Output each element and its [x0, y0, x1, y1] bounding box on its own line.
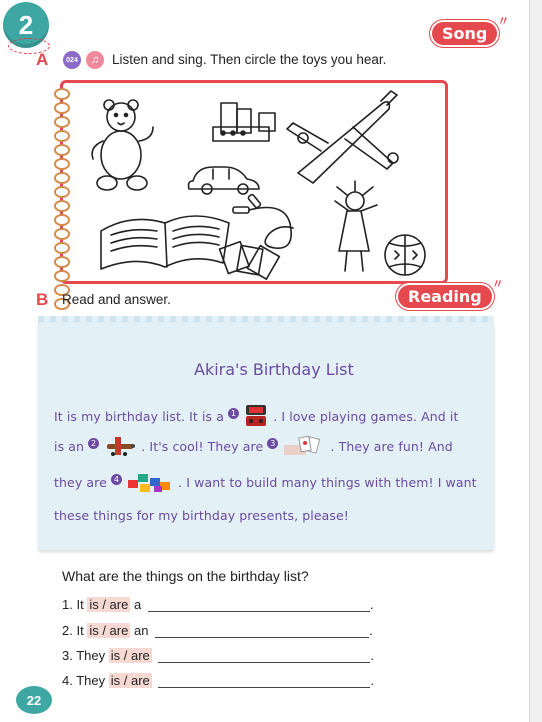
doll-icon: [335, 181, 377, 271]
note-line-3: they are 4 . I want to build many things with them! I want: [54, 470, 477, 497]
answer-blank[interactable]: [158, 661, 370, 663]
is-are-choice[interactable]: is / are: [89, 597, 129, 612]
building-blocks-icon: [126, 470, 174, 497]
section-a-instruction: Listen and sing. Then circle the toys you hear.: [112, 52, 387, 67]
page-number: 22: [16, 686, 52, 714]
answer-blank[interactable]: [148, 610, 370, 612]
reading-badge: Reading 〃: [398, 285, 492, 308]
answer-row-2: 2. It is / are an .: [62, 623, 373, 638]
birthday-list-note: [38, 322, 494, 550]
page-edge: [529, 0, 542, 722]
ball-icon: [385, 235, 425, 275]
answer-row-1: 1. It is / are a .: [62, 597, 374, 612]
note-line-1: It is my birthday list. It is a 1 . I love playing games. And it: [54, 404, 458, 431]
is-are-choice[interactable]: is / are: [89, 623, 129, 638]
section-b-letter: B: [36, 290, 49, 309]
question-prompt: What are the things on the birthday list?: [62, 568, 309, 584]
toy-car-icon: [189, 167, 260, 194]
toy-airplane-icon: [103, 435, 137, 460]
airplane-icon: [287, 91, 398, 183]
answer-blank[interactable]: [155, 636, 369, 638]
note-line-4: these things for my birthday presents, please!: [54, 508, 349, 523]
toys-illustration: [63, 83, 445, 281]
section-b-instruction: Read and answer.: [62, 292, 171, 307]
teddy-bear-icon: [92, 100, 153, 190]
blocks-icon: [213, 103, 275, 141]
cards-icon: [282, 435, 326, 460]
spiral-binding: [54, 88, 68, 268]
note-title: Akira's Birthday List: [194, 360, 354, 379]
answer-row-3: 3. They is / are .: [62, 648, 375, 663]
is-are-choice[interactable]: is / are: [110, 648, 150, 663]
section-a-letter: A: [36, 50, 49, 69]
toy-picture-frame: [60, 80, 448, 284]
book-icon: [101, 216, 229, 269]
answer-blank[interactable]: [158, 686, 370, 688]
jump-rope-icon: [233, 194, 293, 248]
audio-track-icon[interactable]: 024: [63, 51, 81, 69]
song-badge: Song 〃: [432, 22, 497, 45]
game-console-icon: [243, 404, 269, 431]
note-line-2: is an 2 . It's cool! They are 3 . They are fun! And: [54, 435, 453, 460]
unit-number-badge: 2: [3, 2, 49, 48]
answer-row-4: 4. They is / are .: [62, 673, 375, 688]
music-note-icon[interactable]: ♫: [86, 51, 104, 69]
is-are-choice[interactable]: is / are: [110, 673, 150, 688]
